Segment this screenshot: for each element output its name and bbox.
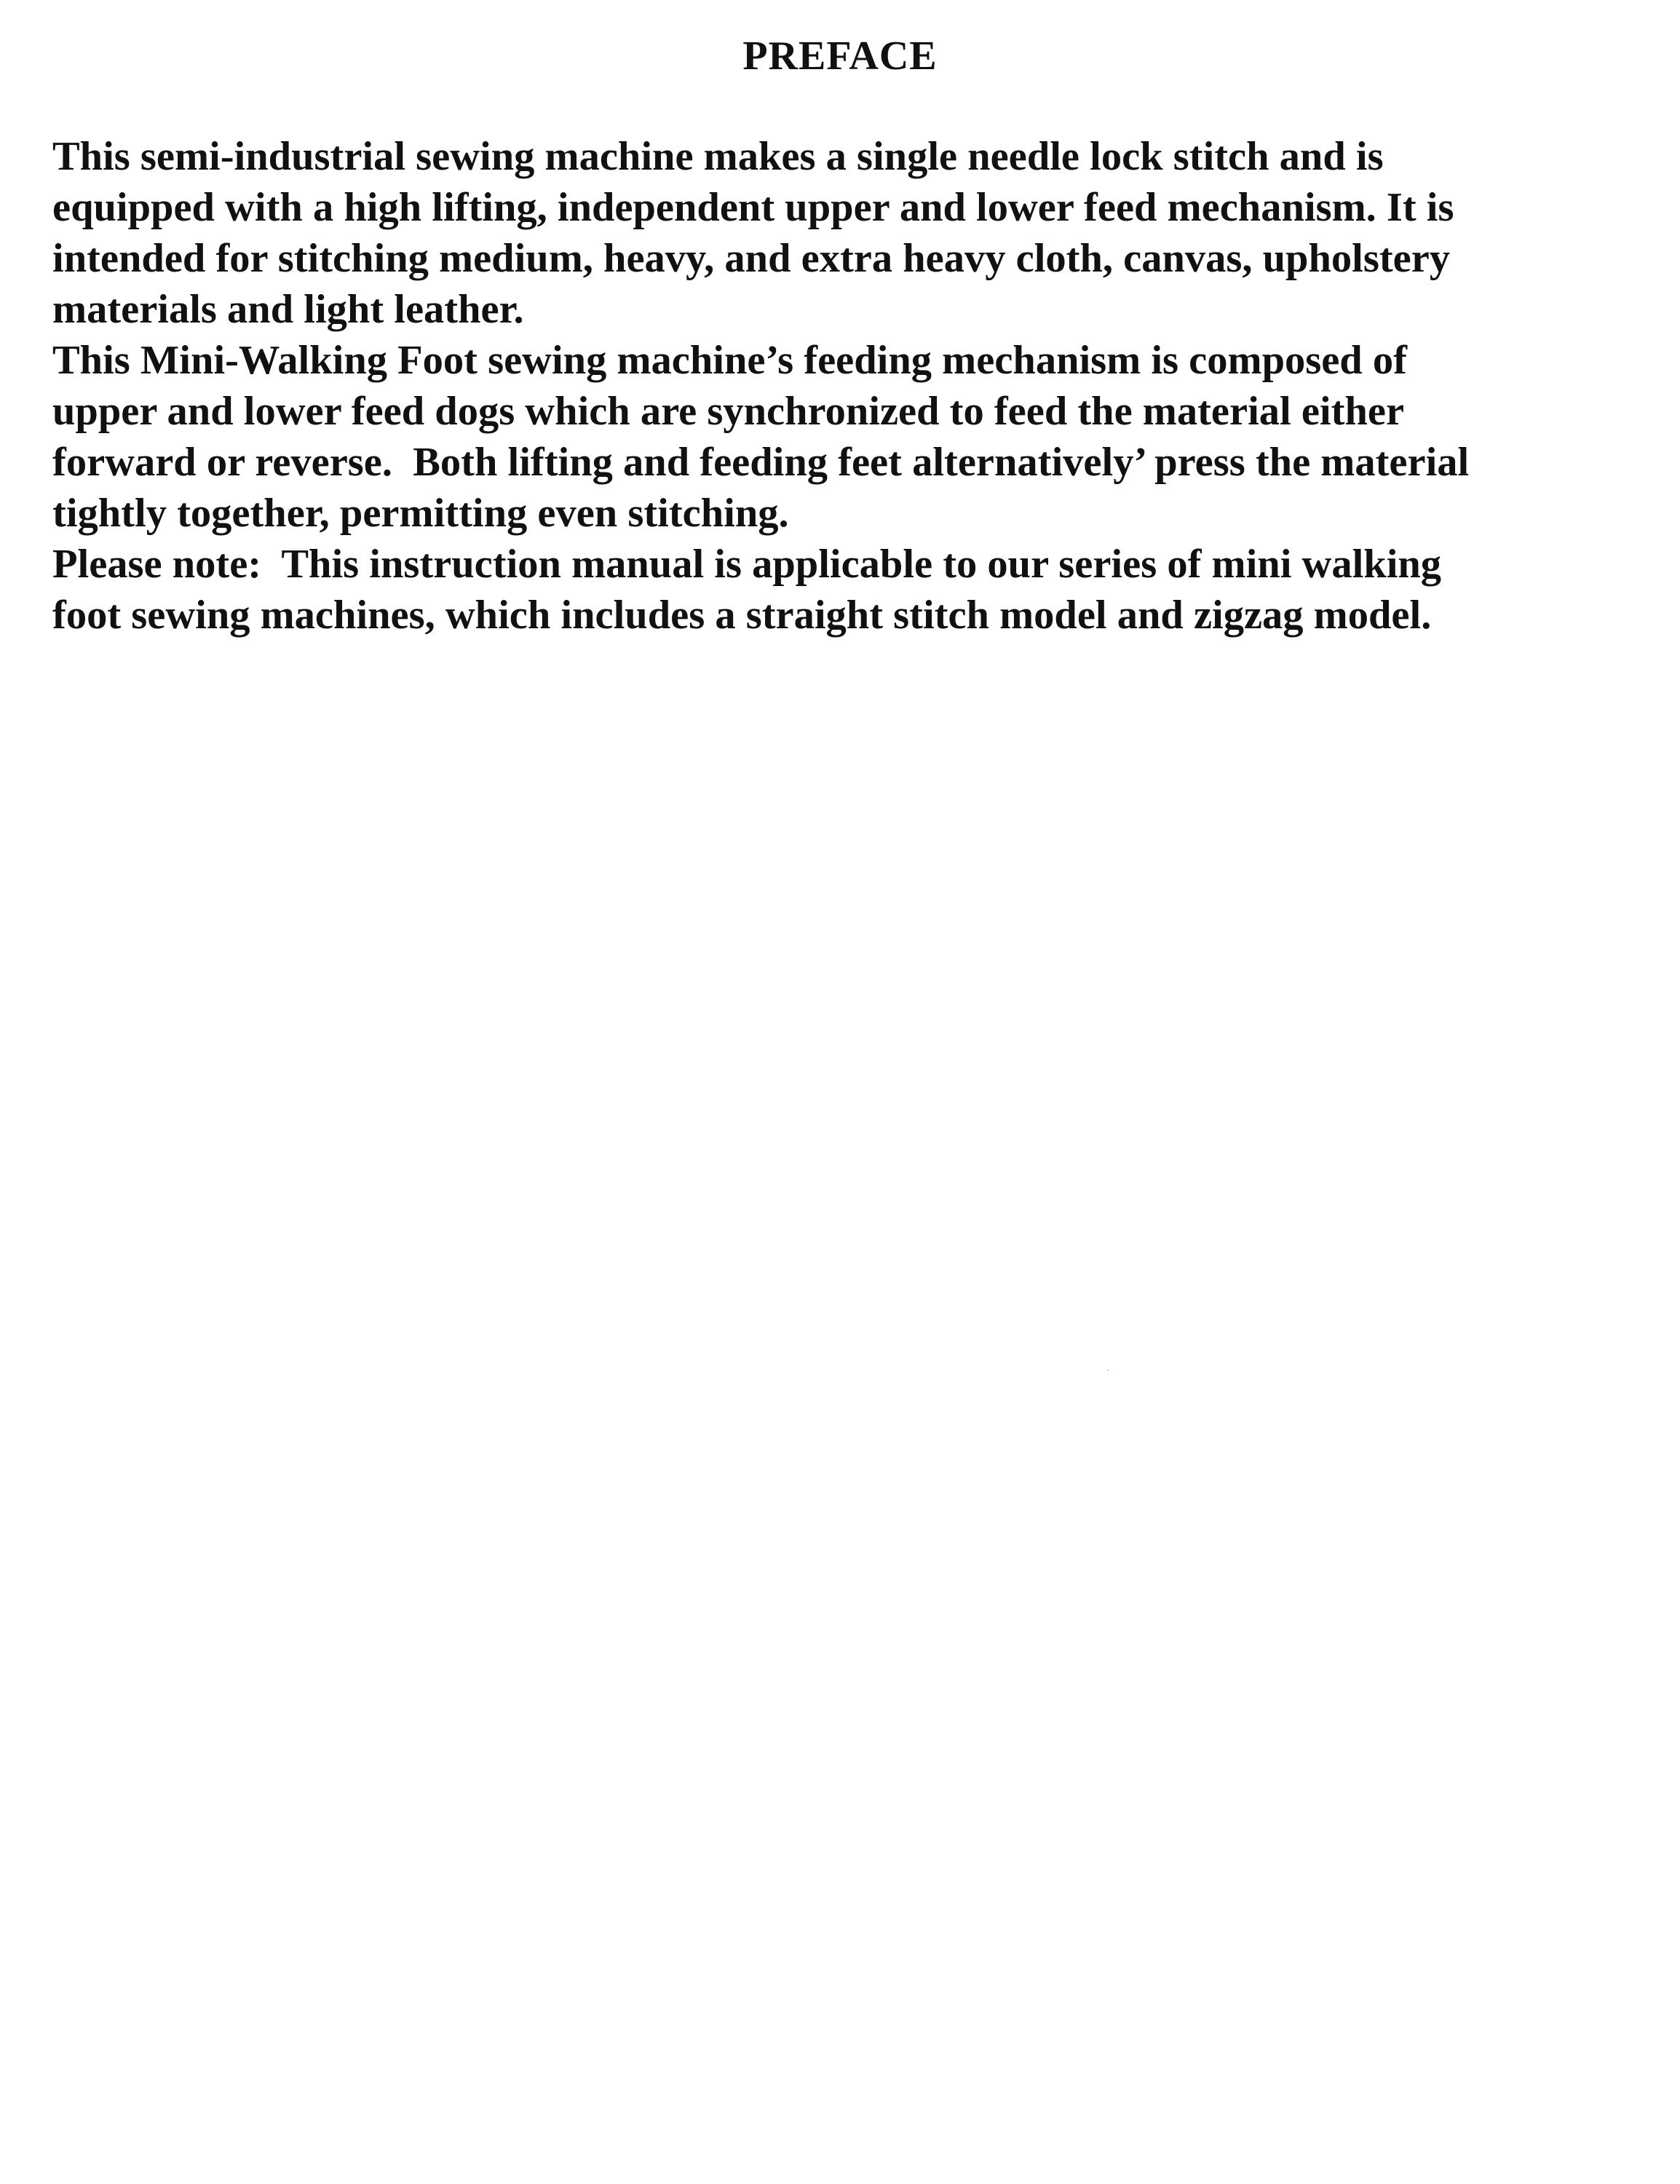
paragraph-line: intended for stitching medium, heavy, and extra heavy cloth, canvas, upholstery xyxy=(52,236,1451,281)
paragraph-line: equipped with a high lifting, independent upper and lower feed mechanism. It is xyxy=(52,185,1454,230)
paragraph-line: materials and light leather. xyxy=(52,287,524,332)
paragraph-line: foot sewing machines, which includes a straight stitch model and zigzag model. xyxy=(52,593,1432,638)
paragraph-line: tightly together, permitting even stitching. xyxy=(52,491,789,536)
scan-speck xyxy=(1107,1369,1109,1371)
paragraph-line: This semi-industrial sewing machine makes a single needle lock stitch and is xyxy=(52,134,1384,179)
paragraph-line: forward or reverse. Both lifting and feeding feet alternatively’ press the material xyxy=(52,440,1470,485)
preface-body xyxy=(52,131,1654,641)
paragraph-line: Please note: This instruction manual is applicable to our series of mini walking xyxy=(52,542,1442,587)
page-title: PREFACE xyxy=(742,33,938,79)
paragraph-line: upper and lower feed dogs which are synchronized to feed the material either xyxy=(52,389,1405,434)
paragraph-line: This Mini-Walking Foot sewing machine’s feeding mechanism is composed of xyxy=(52,338,1407,383)
